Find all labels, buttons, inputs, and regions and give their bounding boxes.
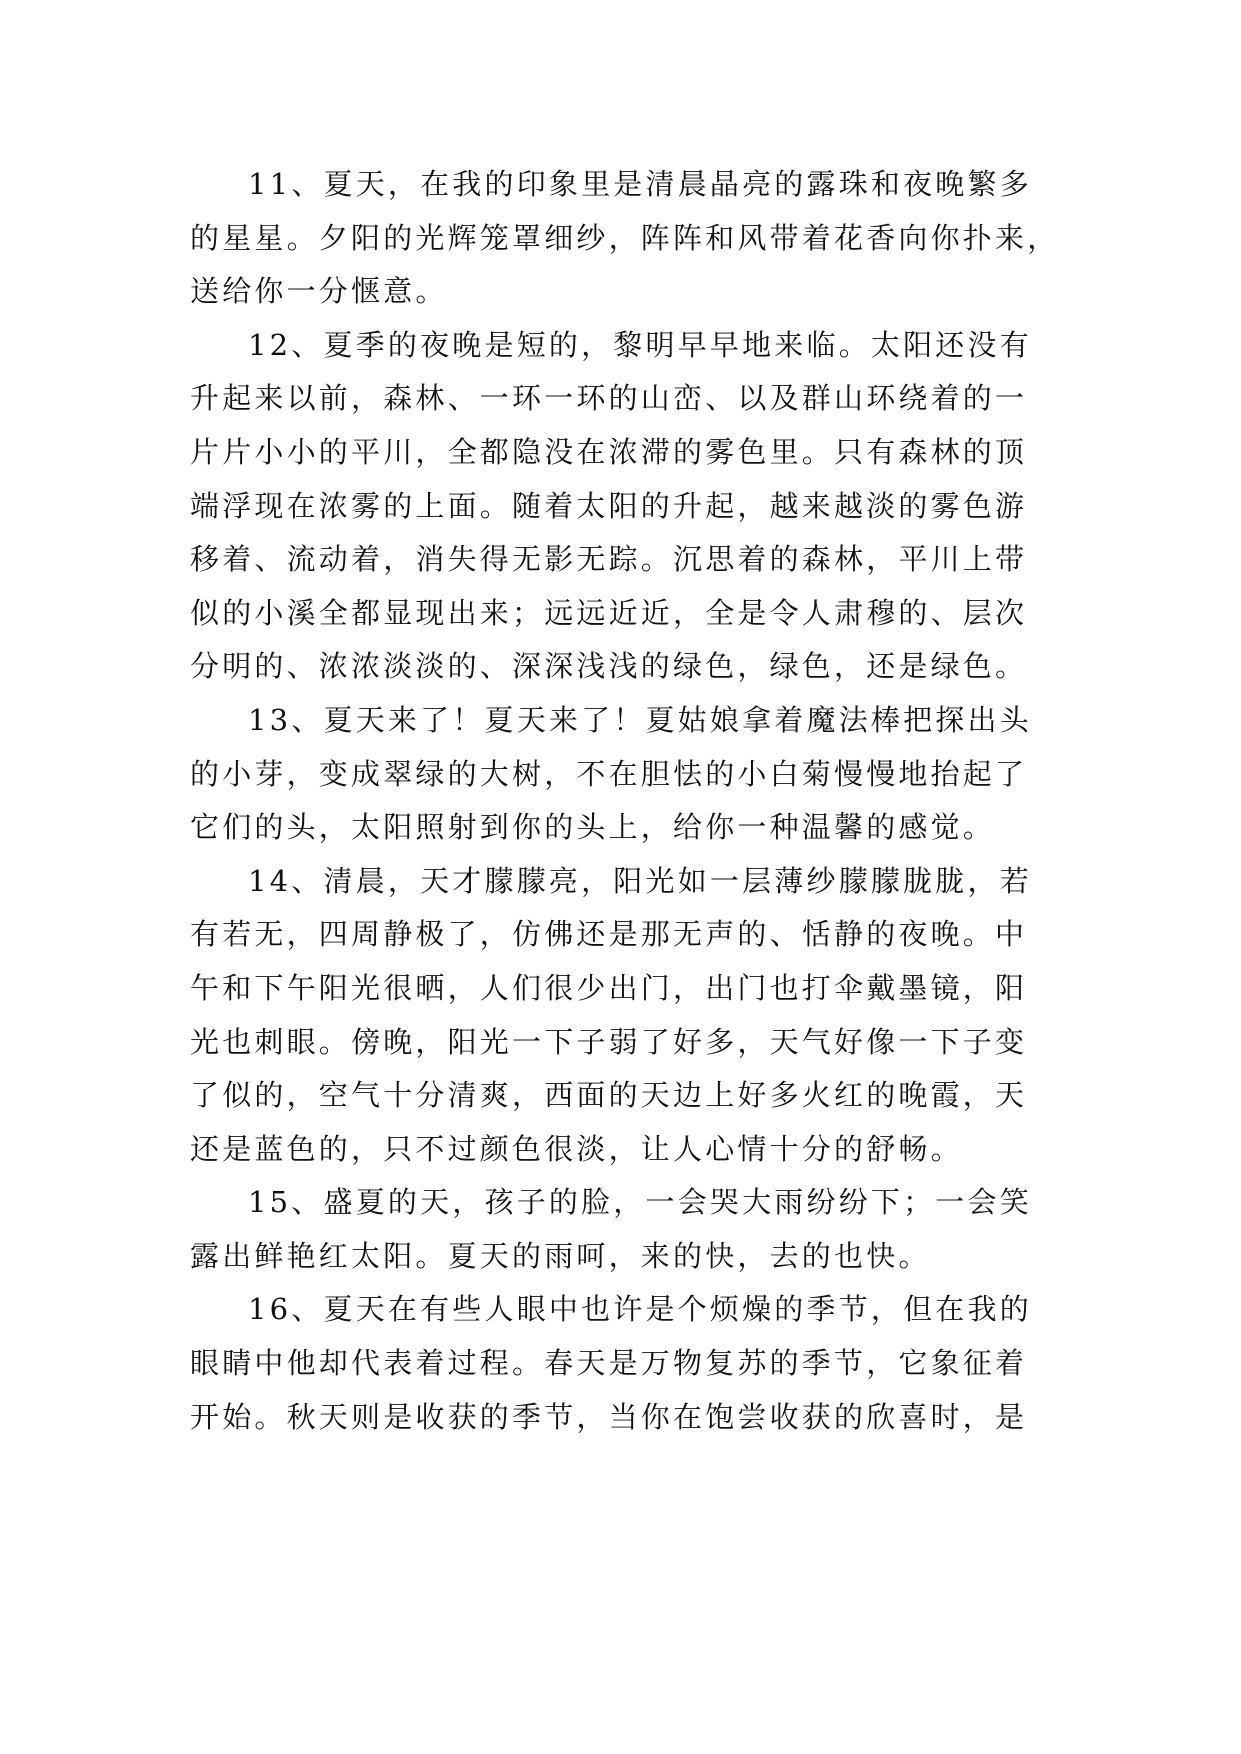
paragraph-14-line-3: 午和下午阳光很晒，人们很少出门，出门也打伞戴墨镜，阳 (190, 970, 1028, 1005)
paragraph-11-line-3: 送给你一分惬意。 (190, 274, 448, 309)
paragraph-12-line-7: 分明的、浓浓淡淡的、深深浅浅的绿色，绿色，还是绿色。 (190, 649, 1028, 684)
paragraph-15-line-2: 露出鲜艳红太阳。夏天的雨呵，来的快，去的也快。 (190, 1238, 931, 1273)
document-body (190, 158, 1060, 1444)
paragraph-12-line-1: 12、夏季的夜晚是短的，黎明早早地来临。太阳还没有 (248, 327, 1032, 362)
paragraph-11-line-1: 11、夏天，在我的印象里是清晨晶亮的露珠和夜晚繁多 (248, 167, 1032, 201)
paragraph-13-line-2: 的小芽，变成翠绿的大树，不在胆怯的小白菊慢慢地抬起了 (190, 756, 1028, 791)
paragraph-14-line-4: 光也刺眼。傍晚，阳光一下子弱了好多，天气好像一下子变 (190, 1024, 1028, 1059)
paragraph-13-line-3: 它们的头，太阳照射到你的头上，给你一种温馨的感觉。 (190, 810, 996, 845)
paragraph-16-line-2: 眼睛中他却代表着过程。春天是万物复苏的季节，它象征着 (190, 1346, 1028, 1381)
paragraph-14-line-1: 14、清晨，天才朦朦亮，阳光如一层薄纱朦朦胧胧，若 (248, 863, 1032, 898)
paragraph-12-line-2: 升起来以前，森林、一环一环的山峦、以及群山环绕着的一 (190, 381, 1028, 416)
paragraph-12-line-6: 似的小溪全都显现出来；远远近近，全是令人肃穆的、层次 (190, 595, 1028, 630)
paragraph-14-line-6: 还是蓝色的，只不过颜色很淡，让人心情十分的舒畅。 (190, 1131, 963, 1166)
paragraph-11-line-2: 的星星。夕阳的光辉笼罩细纱，阵阵和风带着花香向你扑来， (190, 220, 1060, 255)
paragraph-12-line-3: 片片小小的平川，全都隐没在浓滞的雾色里。只有森林的顶 (190, 434, 1028, 469)
paragraph-12-line-5: 移着、流动着，消失得无影无踪。沉思着的森林，平川上带 (190, 542, 1028, 577)
paragraph-15-line-1: 15、盛夏的天，孩子的脸，一会哭大雨纷纷下；一会笑 (248, 1185, 1032, 1220)
paragraph-14-line-5: 了似的，空气十分清爽，西面的天边上好多火红的晚霞，天 (190, 1078, 1028, 1113)
paragraph-16-line-3: 开始。秋天则是收获的季节，当你在饱尝收获的欣喜时，是 (190, 1399, 1028, 1434)
paragraph-13-line-1: 13、夏天来了！夏天来了！夏姑娘拿着魔法棒把探出头 (248, 702, 1032, 737)
paragraph-14-line-2: 有若无，四周静极了，仿佛还是那无声的、恬静的夜晚。中 (190, 917, 1028, 952)
paragraph-12-line-4: 端浮现在浓雾的上面。随着太阳的升起，越来越淡的雾色游 (190, 488, 1028, 523)
paragraph-16-line-1: 16、夏天在有些人眼中也许是个烦燥的季节，但在我的 (248, 1292, 1032, 1327)
